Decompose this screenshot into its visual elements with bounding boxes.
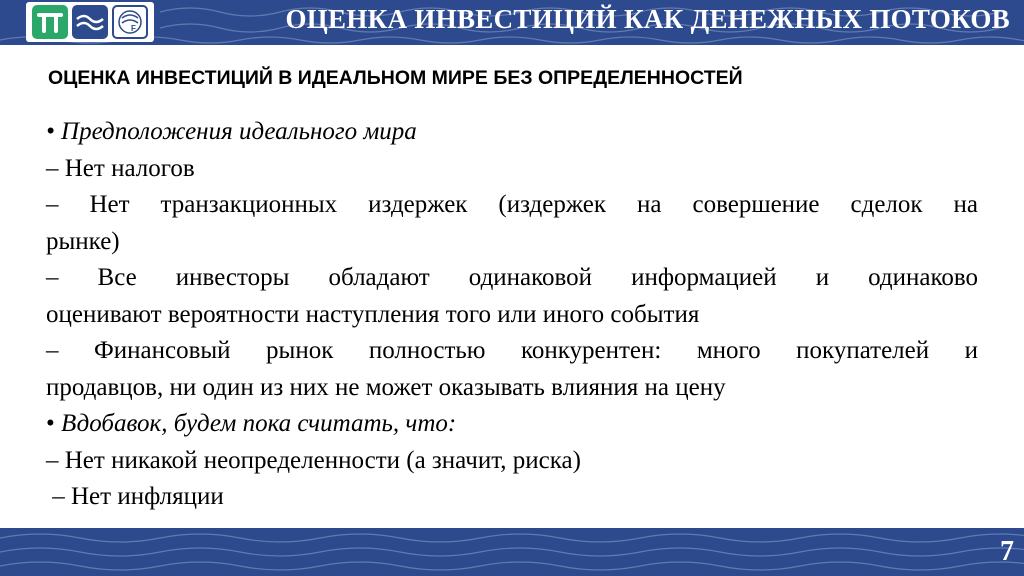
dash-item: – Все инвесторы обладают одинаковой информацией и одинаково [46, 264, 978, 291]
bullet-text: Вдобавок, будем пока считать, что: [54, 410, 457, 437]
f-emblem-logo-icon [112, 5, 148, 39]
waves-logo-icon [72, 5, 108, 39]
dash-item-continuation: рынке) [46, 227, 120, 255]
footer-wave-pattern [0, 528, 1024, 576]
dash-item: – Нет инфляции [46, 483, 224, 510]
header-bar [0, 0, 1024, 45]
bullet-item [46, 114, 978, 151]
dash-item-continuation: продавцов, ни один из них не может оказывать влияния на цену [46, 373, 726, 401]
dash-item: – Нет налогов [46, 154, 195, 182]
page-number: 7 [1000, 536, 1014, 567]
bullet-marker: • [46, 410, 55, 437]
bullet-item [46, 406, 978, 443]
dash-item-continuation: оценивают вероятности наступления того или иного события [46, 300, 700, 328]
dash-item: – Нет транзакционных издержек (издержек на совершение сделок на [46, 191, 978, 218]
dash-item: – Нет никакой неопределенности (а значит, риска) [46, 446, 581, 474]
bullet-marker: • [46, 118, 55, 145]
svg-text:F: F [131, 24, 136, 33]
slide-title: ОЦЕНКА ИНВЕСТИЦИЙ КАК ДЕНЕЖНЫХ ПОТОКОВ [285, 4, 1010, 34]
dash-item: – Финансовый рынок полностью конкурентен: много покупателей и [46, 337, 978, 364]
slide-body [46, 114, 978, 516]
logo-group [26, 2, 154, 42]
slide-subtitle: ОЦЕНКА ИНВЕСТИЦИЙ В ИДЕАЛЬНОМ МИРЕ БЕЗ ОПРЕДЕЛЕННОСТЕЙ [48, 67, 743, 89]
footer-bar [0, 528, 1024, 576]
pi-logo-icon [32, 5, 68, 39]
bullet-text: Предположения идеального мира [54, 118, 417, 145]
